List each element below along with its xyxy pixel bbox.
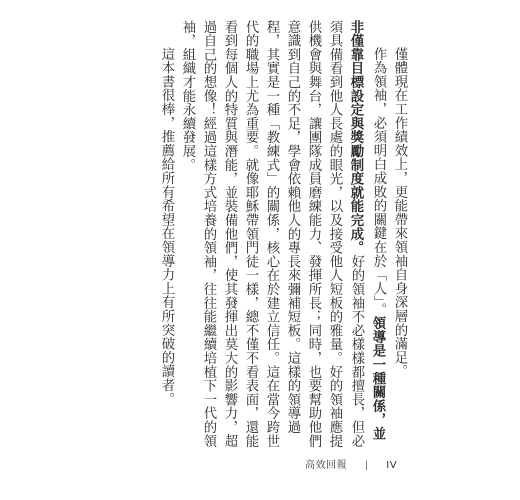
paragraph-2-bold-text: 領導是一種關係，並非僅靠目標設定與獎勵制度就能完成。 <box>348 20 386 441</box>
paragraph-3 <box>156 20 177 450</box>
paragraph-3-text: 這本書很棒，推薦給所有希望在領導力上有所突破的讀者。 <box>159 46 174 406</box>
footer-separator: | <box>364 460 369 471</box>
paragraph-2-text-a: 作為領袖，必須明白成敗的關鍵在於「人」。 <box>371 46 386 317</box>
paragraph-1 <box>389 20 410 450</box>
body-text <box>156 20 410 450</box>
footer-book-title: 高效回報 <box>305 460 347 471</box>
paragraph-1-text: 僅體現在工作績效上，更能帶來領袖自身深層的滿足。 <box>392 46 407 378</box>
footer-page-number: IV <box>386 460 398 471</box>
paragraph-2 <box>177 20 389 450</box>
page-footer <box>305 456 397 471</box>
paragraph-2-text-b: 好的領袖不必樣樣都擅長，但必須具備看到他人長處的眼光，以及接受他人短板的雅量。好的領袖應提供機會與舞台，讓團隊成員磨練能力、發揮所長；同時，也要幫助他們意識到自己的不足，學會依賴他人的專長來彌補短板。這樣的領導過程，其實是一種「教練式」的關係，核心在於建立信任。這在當今跨世代的職場上尤為重要。就像耶穌帶領門徒一樣，總不僅不看表面，還能看到每個人的特質與潛能，並裝備他們，使其發揮出莫大的影響力，超過自己的想像！經過這樣方式培養的領袖，往往能繼續培植下一代的領袖，組織才能永續發展。 <box>180 20 364 448</box>
